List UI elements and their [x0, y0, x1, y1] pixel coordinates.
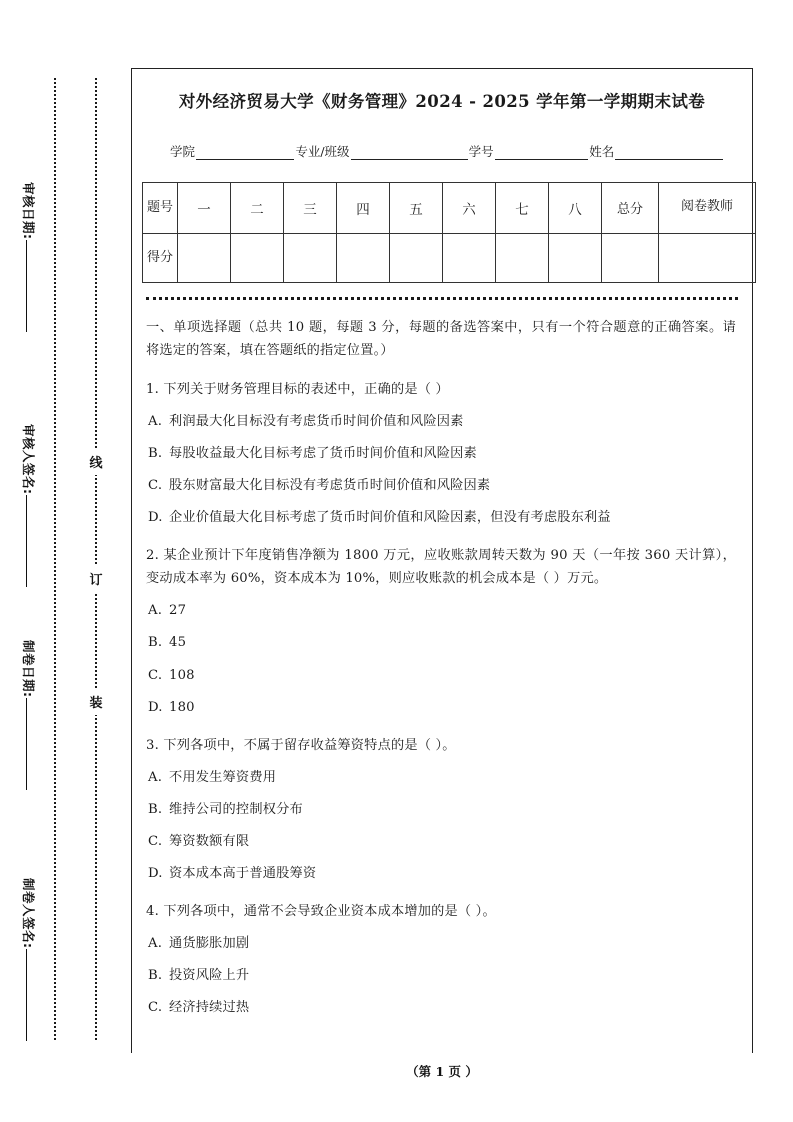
seal-word-pack: 装: [86, 688, 106, 715]
score-table: [142, 182, 756, 283]
auditor-signature-blank: [26, 495, 27, 587]
question-1-option-c[interactable]: [146, 474, 736, 497]
option-text: 180: [169, 699, 195, 715]
option-label: C.: [148, 1000, 163, 1016]
score-col-3: 三: [284, 182, 337, 233]
question-2-option-c[interactable]: [146, 664, 736, 687]
option-text: 企业价值最大化目标考虑了货币时间价值和风险因素，但没有考虑股东利益: [169, 510, 611, 526]
margin-label-audit-date: 审核日期:: [20, 182, 38, 412]
field-label-college: 学院: [170, 143, 196, 159]
option-label: A.: [148, 936, 163, 952]
option-text: 资本成本高于普通股筹资: [169, 866, 317, 882]
question-1-option-d[interactable]: [146, 506, 736, 529]
question-1-stem: 1. 下列关于财务管理目标的表述中，正确的是（ ）: [146, 381, 449, 397]
seal-word-bind: 订: [86, 565, 106, 592]
option-text: 股东财富最大化目标没有考虑货币时间价值和风险因素: [169, 477, 491, 493]
question-3-stem: 3. 下列各项中，不属于留存收益筹资特点的是（ ）。: [146, 737, 456, 753]
option-label: A.: [148, 603, 163, 619]
score-cell-8[interactable]: [549, 233, 602, 282]
name-input-blank[interactable]: [615, 146, 723, 160]
exam-content: [146, 316, 736, 1020]
question-3-option-c[interactable]: [146, 830, 736, 853]
paper-maker-signature-blank: [26, 949, 27, 1041]
audit-date-blank: [26, 240, 27, 332]
score-cell-1[interactable]: [178, 233, 231, 282]
question-1-option-b[interactable]: [146, 442, 736, 465]
question-2-stem: 2. 某企业预计下年度销售净额为 1800 万元，应收账款周转天数为 90 天（一年按 360 天计算），变动成本率为 60%，资本成本为 10%，则应收账款的机会成本是（ ）万元。: [146, 548, 736, 587]
question-2-option-d[interactable]: [146, 696, 736, 719]
table-row-topic: [143, 182, 756, 233]
page-title: 对外经济贸易大学《财务管理》2024 - 2025 学年第一学期期末试卷: [178, 92, 706, 111]
score-cell-5[interactable]: [390, 233, 443, 282]
option-label: B.: [148, 968, 163, 984]
option-label: A.: [148, 769, 163, 785]
student-id-input-blank[interactable]: [495, 146, 589, 160]
option-text: 每股收益最大化目标考虑了货币时间价值和风险因素: [169, 445, 477, 461]
question-4-option-a[interactable]: [146, 932, 736, 955]
field-label-name: 姓名: [589, 143, 615, 159]
score-cell-2[interactable]: [231, 233, 284, 282]
option-text: 维持公司的控制权分布: [169, 801, 303, 817]
exam-paper: [131, 68, 753, 1053]
major-class-input-blank[interactable]: [351, 146, 468, 160]
section-heading: 一、单项选择题（总共 10 题，每题 3 分，每题的备选答案中，只有一个符合题意的正确答案。请将选定的答案，填在答题纸的指定位置。）: [146, 319, 736, 358]
option-text: 投资风险上升: [169, 968, 250, 984]
score-cell-grader[interactable]: [659, 233, 756, 282]
option-label: D.: [148, 699, 163, 715]
student-id-line: [170, 142, 724, 160]
left-margin-labels: [0, 0, 62, 1122]
seal-word-line: 线: [86, 448, 106, 475]
option-label: C.: [148, 834, 163, 850]
option-text: 27: [169, 603, 187, 619]
option-label: B.: [148, 801, 163, 817]
question-2-option-b[interactable]: [146, 631, 736, 654]
score-col-2: 二: [231, 182, 284, 233]
margin-label-auditor-signature: 审核人签名:: [20, 424, 38, 654]
score-col-7: 七: [496, 182, 549, 233]
question-4-option-b[interactable]: [146, 964, 736, 987]
option-text: 筹资数额有限: [169, 834, 250, 850]
score-cell-3[interactable]: [284, 233, 337, 282]
field-label-major-class: 专业/班级: [295, 143, 350, 159]
question-3-option-b[interactable]: [146, 798, 736, 821]
score-cell-total[interactable]: [602, 233, 659, 282]
college-input-blank[interactable]: [196, 146, 294, 160]
question-4-option-c[interactable]: [146, 996, 736, 1019]
option-label: D.: [148, 510, 163, 526]
question-3-option-d[interactable]: [146, 862, 736, 885]
option-text: 45: [169, 635, 187, 651]
score-table-row-label-score: 得分: [143, 233, 178, 282]
score-cell-6[interactable]: [443, 233, 496, 282]
option-label: B.: [148, 445, 163, 461]
margin-label-paper-date: 制卷日期:: [20, 640, 38, 870]
score-col-4: 四: [337, 182, 390, 233]
score-col-6: 六: [443, 182, 496, 233]
option-text: 通货膨胀加剧: [169, 936, 250, 952]
dotted-separator: [146, 297, 738, 300]
option-label: C.: [148, 477, 163, 493]
field-label-student-id: 学号: [468, 143, 494, 159]
option-label: A.: [148, 413, 163, 429]
paper-date-blank: [26, 698, 27, 790]
option-text: 108: [169, 667, 195, 683]
option-label: C.: [148, 667, 163, 683]
option-label: D.: [148, 866, 163, 882]
page-footer: （第 1 页 ）: [406, 1064, 478, 1079]
seal-dotted-line-inner: [95, 78, 97, 1040]
score-table-row-label-topic: 题号: [143, 182, 178, 233]
question-1-option-a[interactable]: [146, 410, 736, 433]
question-4-stem: 4. 下列各项中，通常不会导致企业资本成本增加的是（ ）。: [146, 904, 496, 920]
score-col-5: 五: [390, 182, 443, 233]
seal-dotted-line-outer: [54, 78, 56, 1040]
score-col-total: 总分: [602, 182, 659, 233]
score-col-8: 八: [549, 182, 602, 233]
question-2-option-a[interactable]: [146, 599, 736, 622]
table-row-score: [143, 233, 756, 282]
question-3-option-a[interactable]: [146, 766, 736, 789]
score-col-1: 一: [178, 182, 231, 233]
score-cell-4[interactable]: [337, 233, 390, 282]
option-text: 经济持续过热: [169, 1000, 250, 1016]
option-text: 不用发生筹资费用: [169, 769, 277, 785]
option-text: 利润最大化目标没有考虑货币时间价值和风险因素: [169, 413, 464, 429]
option-label: B.: [148, 635, 163, 651]
score-col-grader: 阅卷教师: [659, 182, 756, 233]
margin-label-paper-maker-signature: 制卷人签名:: [20, 878, 38, 1108]
score-cell-7[interactable]: [496, 233, 549, 282]
